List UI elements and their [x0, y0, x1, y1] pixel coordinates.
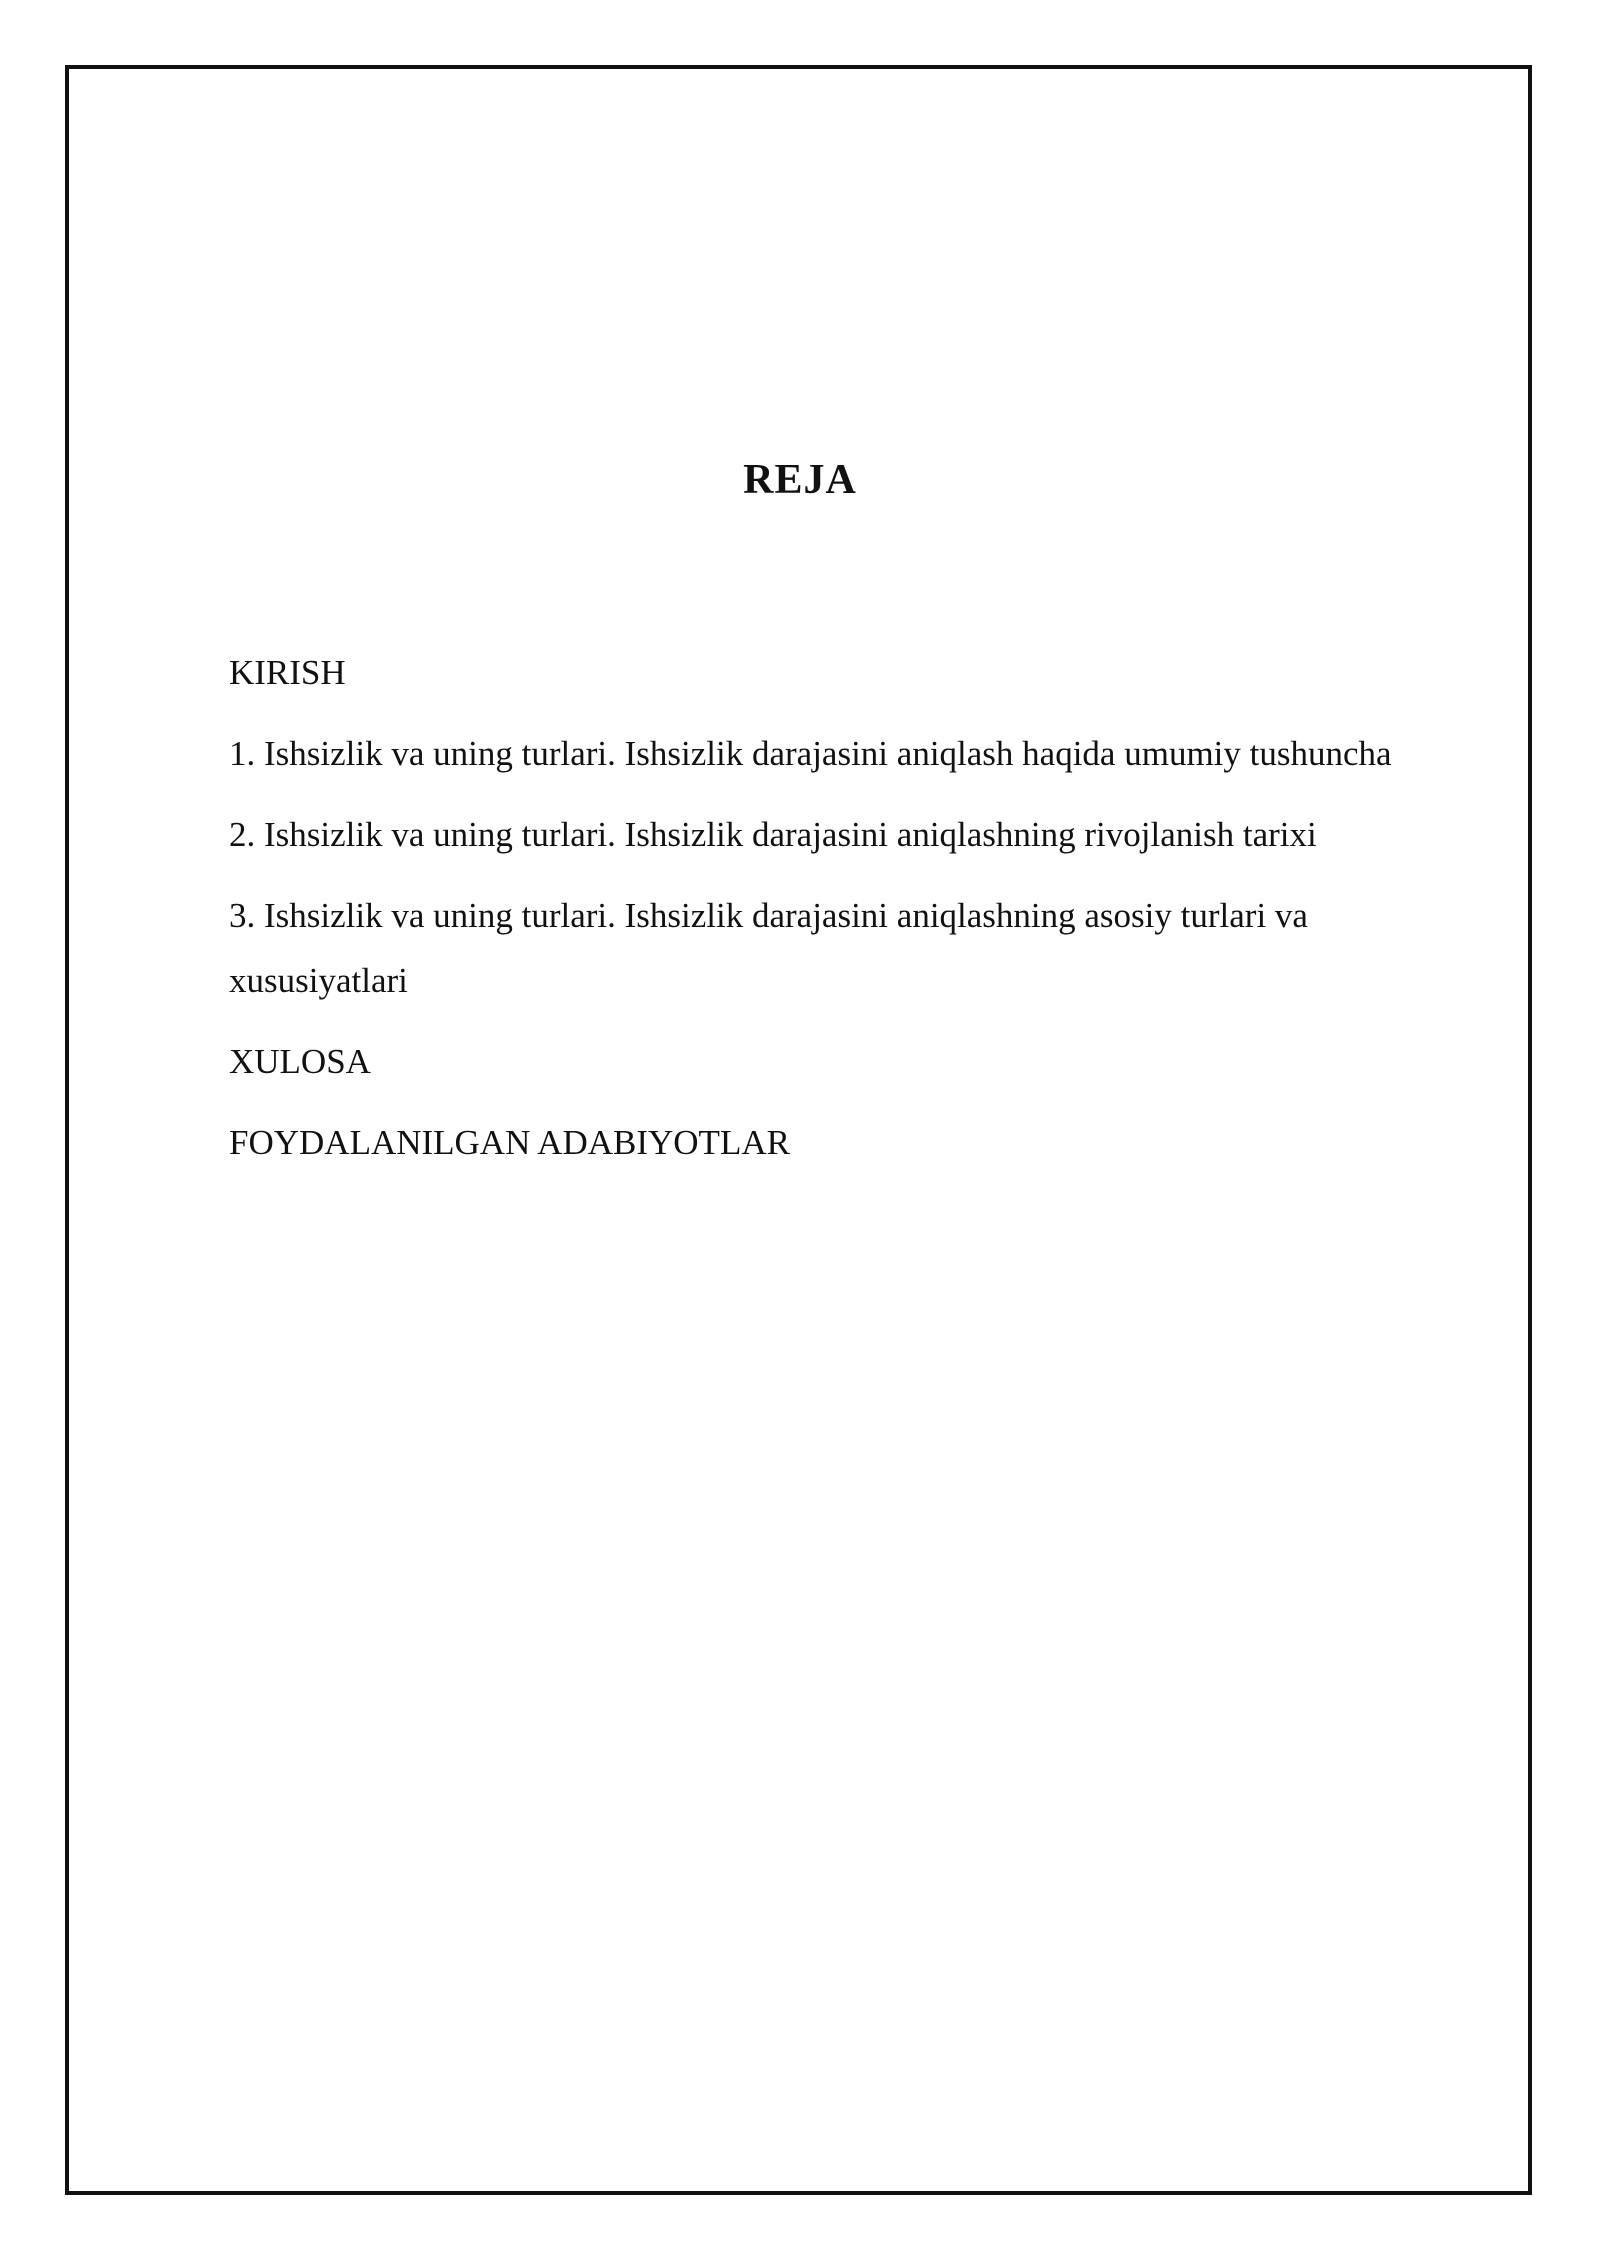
page-title: REJA — [743, 457, 857, 503]
plan-item-conclusion: XULOSA — [229, 1042, 371, 1081]
plan-item-1: 1. Ishsizlik va uning turlari. Ishsizlik darajasini aniqlash haqida umumiy tushuncha — [229, 734, 1392, 773]
plan-item-references: FOYDALANILGAN ADABIYOTLAR — [229, 1123, 790, 1162]
plan-item-intro: KIRISH — [229, 653, 346, 692]
plan-list — [229, 640, 1529, 1191]
plan-item-3: 3. Ishsizlik va uning turlari. Ishsizlik darajasini aniqlashning asosiy turlari va xususiyatlari — [229, 896, 1308, 1000]
plan-item-2: 2. Ishsizlik va uning turlari. Ishsizlik darajasini aniqlashning rivojlanish tarixi — [229, 815, 1317, 854]
